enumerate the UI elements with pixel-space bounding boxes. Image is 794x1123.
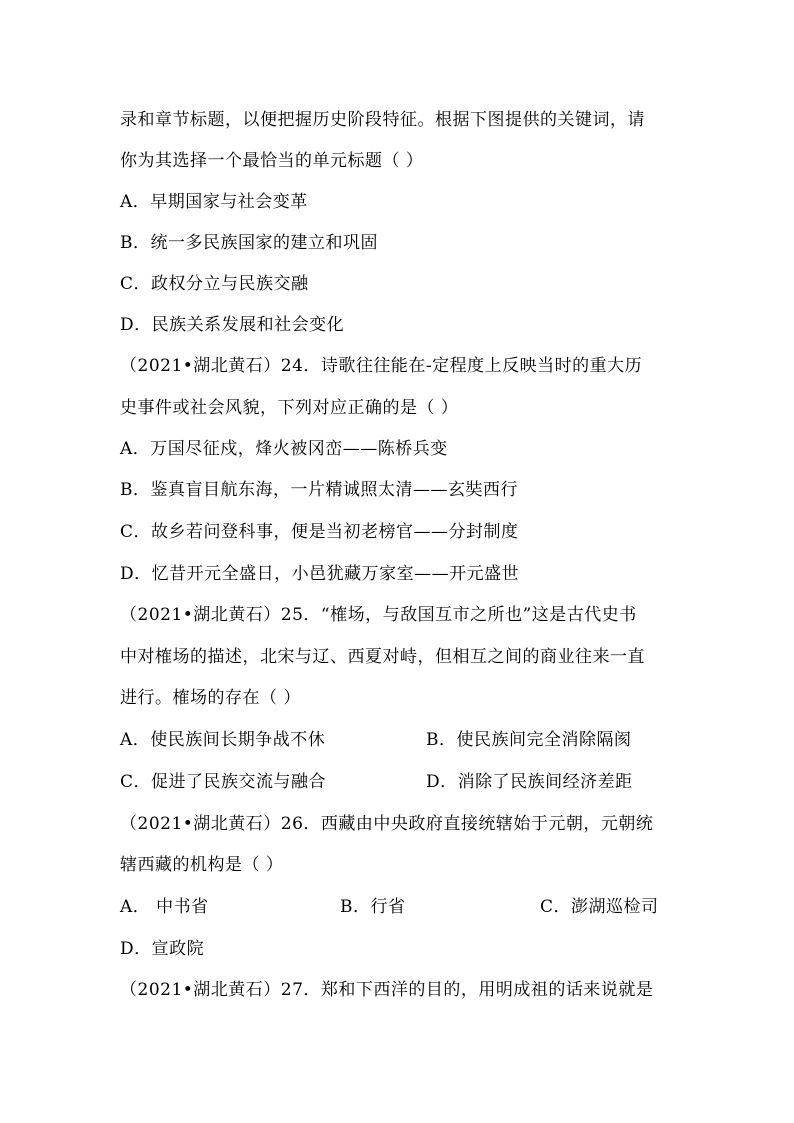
q23-option-a: A．早期国家与社会变革 (120, 192, 308, 212)
q26-option-d: D．宣政院 (120, 939, 205, 959)
q26-option-b: B．行省 (340, 897, 406, 917)
q23-stem-line-1: 录和章节标题，以便把握历史阶段特征。根据下图提供的关键词，请 (120, 110, 645, 130)
q25-option-b: B．使民族间完全消除隔阂 (426, 730, 632, 750)
q24-stem-line-2: 史事件或社会风貌，下列对应正确的是（ ） (120, 398, 459, 418)
q25-stem-line-2: 中对榷场的描述，北宋与辽、西夏对峙，但相互之间的商业往来一直 (120, 647, 645, 667)
q27-stem-line-1: （2021•湖北黄石）27．郑和下西洋的目的，用明成祖的话来说就是 (120, 980, 654, 1000)
q25-option-d: D．消除了民族间经济差距 (426, 772, 633, 792)
q25-stem-line-3: 进行。榷场的存在（ ） (120, 688, 301, 708)
q24-option-a: A．万国尽征戍，烽火被冈峦——陈桥兵变 (120, 439, 448, 459)
q25-stem-line-1: （2021•湖北黄石）25．“榷场，与敌国互市之所也”这是古代史书 (120, 605, 637, 625)
q26-stem-line-2: 辖西藏的机构是（ ） (120, 855, 284, 875)
q25-option-a: A．使民族间长期争战不休 (120, 730, 326, 750)
q23-option-d: D．民族关系发展和社会变化 (120, 315, 345, 335)
q24-option-d: D．忆昔开元全盛日，小邑犹藏万家室——开元盛世 (120, 564, 520, 584)
q26-option-a: A． 中书省 (120, 897, 209, 917)
q23-option-c: C．政权分立与民族交融 (120, 274, 309, 294)
q24-option-b: B．鉴真盲目航东海，一片精诚照太清——玄奘西行 (120, 480, 518, 500)
q23-stem-line-2: 你为其选择一个最恰当的单元标题（ ） (120, 151, 424, 171)
q26-option-c: C．澎湖巡检司 (540, 897, 659, 917)
q24-stem-line-1: （2021•湖北黄石）24．诗歌往往能在-定程度上反映当时的重大历 (120, 356, 643, 376)
q25-option-c: C．促进了民族交流与融合 (120, 772, 327, 792)
q24-option-c: C．故乡若问登科事，便是当初老榜官——分封制度 (120, 522, 519, 542)
q23-option-b: B．统一多民族国家的建立和巩固 (120, 233, 378, 253)
q26-stem-line-1: （2021•湖北黄石）26．西藏由中央政府直接统辖始于元朝，元朝统 (120, 814, 654, 834)
